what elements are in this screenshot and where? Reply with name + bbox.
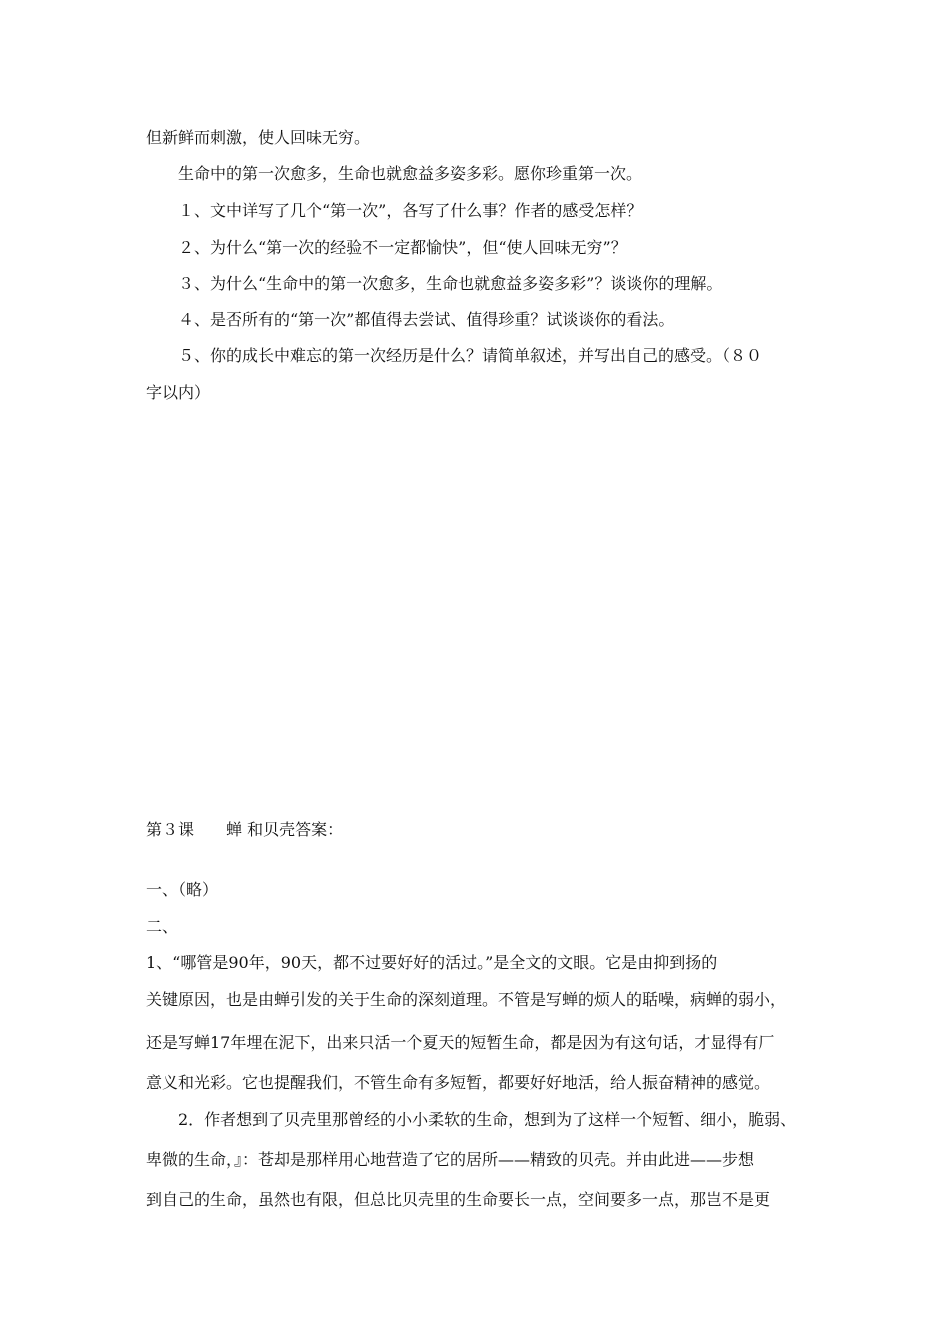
answer-part-2: 二、 (146, 917, 179, 936)
answer-2-line: 2．作者想到了贝壳里那曾经的小小柔软的生命，想到为了这样一个短暂、细小，脆弱、 (178, 1110, 797, 1129)
question-2: ２、为什么“第一次的经验不一定都愉快”，但“使人回味无穷”？ (178, 238, 627, 257)
question-5-continuation: 字以内） (146, 383, 211, 402)
answer-2-line: 到自己的生命，虽然也有限，但总比贝壳里的生命要长一点，空间要多一点，那岂不是更 (146, 1190, 771, 1209)
answer-part-1: 一、（略） (146, 880, 219, 899)
answer-2-line: 卑微的生命，』：苍却是那样用心地营造了它的居所——精致的贝壳。并由此进——步想 (146, 1150, 755, 1169)
lesson-heading: 第３课 蝉 和贝壳答案： (146, 820, 344, 839)
passage-line: 但新鲜而刺激，使人回味无穷。 (146, 128, 371, 147)
passage-line: 生命中的第一次愈多，生命也就愈益多姿多彩。愿你珍重第一次。 (178, 164, 643, 183)
question-4: ４、是否所有的“第一次”都值得去尝试、值得珍重？试谈谈你的看法。 (178, 310, 675, 329)
answer-1-line: 意义和光彩。它也提醒我们，不管生命有多短暂，都要好好地活，给人振奋精神的感觉。 (146, 1073, 771, 1092)
question-5: ５、你的成长中难忘的第一次经历是什么？请简单叙述，并写出自己的感受。（８０ (178, 346, 763, 365)
answer-1-line: 1、“哪管是90年，90天，都不过要好好的活过。”是全文的文眼。它是由抑到扬的 (146, 953, 718, 972)
question-3: ３、为什么“生命中的第一次愈多，生命也就愈益多姿多彩”？谈谈你的理解。 (178, 274, 723, 293)
answer-1-line: 关键原因，也是由蝉引发的关于生命的深刻道理。不管是写蝉的烦人的聒噪，病蝉的弱小， (146, 990, 787, 1009)
answer-1-line: 还是写蝉17年埋在泥下，出来只活一个夏天的短暂生命，都是因为有这句话，才显得有厂 (146, 1033, 775, 1052)
question-1: １、文中详写了几个“第一次”，各写了什么事？作者的感受怎样？ (178, 201, 643, 220)
